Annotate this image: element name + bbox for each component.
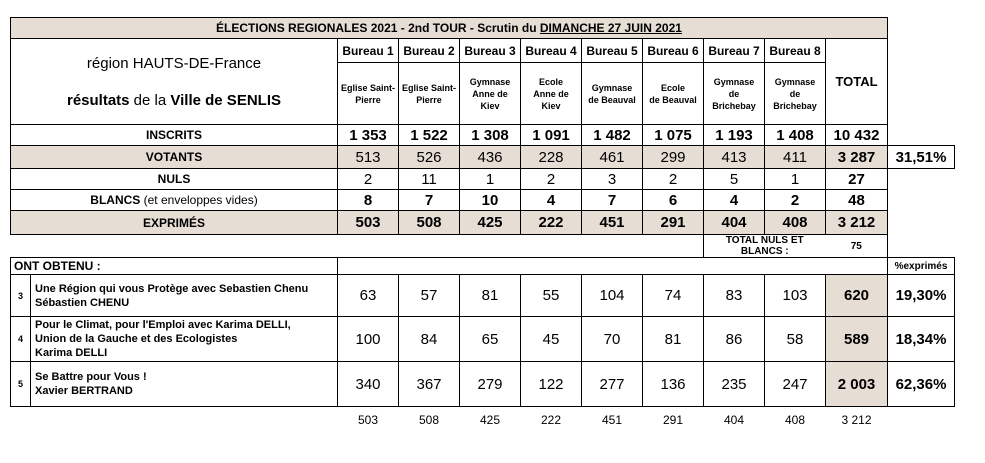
header-info [11,39,338,125]
cell-value: 222 [521,211,582,235]
row-label: VOTANTS [11,146,338,169]
cell-value: 74 [643,275,704,317]
footer-sums [11,407,955,433]
cell-value: 63 [338,275,399,317]
row-label: NULS [11,169,338,190]
cell-value: 6 [643,190,704,211]
cell-value: 84 [399,317,460,362]
cell-value: 1 353 [338,125,399,146]
cell-value: 70 [582,317,643,362]
region-label: région HAUTS-DE-France [86,54,262,72]
pct-exprimes-label: %exprimés [888,258,955,275]
row-total: 27 [826,169,888,190]
cell-value: 247 [765,362,826,407]
row-nuls [11,169,955,190]
cell-value: 461 [582,146,643,169]
page-title [11,18,888,39]
cell-value: 508 [399,211,460,235]
cell-value: 11 [399,169,460,190]
cell-value: 5 [704,169,765,190]
cell-value: 83 [704,275,765,317]
footer-sum: 222 [540,412,562,427]
bureau-name: Bureau 4 [521,39,582,63]
cell-value: 10 [460,190,521,211]
cell-value: 1 522 [399,125,460,146]
footer-sum: 425 [479,412,501,427]
cell-value: 425 [460,211,521,235]
row-total: 10 432 [826,125,888,146]
cell-value: 86 [704,317,765,362]
nuls-blancs-label: TOTAL NULS ET BLANCS : [704,235,826,258]
footer-sum: 404 [723,412,745,427]
row-total: 3 287 [826,146,888,169]
participation-pct: 31,51% [888,146,955,169]
footer-sum: 291 [662,412,684,427]
row-total: 48 [826,190,888,211]
bureau-location: Gymnase de Brichebay [765,63,826,125]
row-inscrits [11,125,955,146]
cell-value: 340 [338,362,399,407]
results-table [10,17,955,433]
bureau-name: Bureau 6 [643,39,704,63]
candidate-label: Une Région qui vous Protège avec Sebastien Chenu Sébastien CHENU [31,275,338,317]
bureau-location: Eglise Saint- Pierre [399,63,460,125]
row-label: EXPRIMÉS [11,211,338,235]
cell-value: 408 [765,211,826,235]
cell-value: 299 [643,146,704,169]
bureau-location: Ecole de Beauval [643,63,704,125]
row-label: BLANCS (et enveloppes vides) [11,190,338,211]
cell-value: 526 [399,146,460,169]
cell-value: 513 [338,146,399,169]
candidate-pct: 18,34% [888,317,955,362]
candidate-label: Se Battre pour Vous ! Xavier BERTRAND [31,362,338,407]
bureau-location: Gymnase de Brichebay [704,63,765,125]
cell-value: 1 193 [704,125,765,146]
bureau-name: Bureau 8 [765,39,826,63]
cell-value: 2 [765,190,826,211]
cell-value: 3 [582,169,643,190]
cell-value: 7 [399,190,460,211]
cell-value: 103 [765,275,826,317]
candidate-label: Pour le Climat, pour l'Emploi avec Karima DELLI, Union de la Gauche et des Ecologistes Karima DELLI [31,317,338,362]
cell-value: 2 [521,169,582,190]
footer-total: 3 212 [841,412,872,427]
cell-value: 1 [460,169,521,190]
total-header: TOTAL [826,39,888,125]
cell-value: 58 [765,317,826,362]
bureau-location: Gymnase Anne de Kiev [460,63,521,125]
bureau-name: Bureau 3 [460,39,521,63]
candidate-row [11,275,955,317]
cell-value: 136 [643,362,704,407]
cell-value: 1 075 [643,125,704,146]
cell-value: 436 [460,146,521,169]
cell-value: 1 091 [521,125,582,146]
row-total: 3 212 [826,211,888,235]
nuls-blancs-value: 75 [826,235,888,258]
bureau-name: Bureau 7 [704,39,765,63]
cell-value: 45 [521,317,582,362]
bureau-location: Eglise Saint- Pierre [338,63,399,125]
candidate-index: 4 [11,317,31,362]
cell-value: 1 482 [582,125,643,146]
city-label: résultats de la Ville de SENLIS [66,91,281,109]
cell-value: 413 [704,146,765,169]
candidate-pct: 62,36% [888,362,955,407]
bureau-name: Bureau 1 [338,39,399,63]
cell-value: 1 308 [460,125,521,146]
bureau-location: Gymnase de Beauval [582,63,643,125]
cell-value: 65 [460,317,521,362]
cell-value: 291 [643,211,704,235]
cell-value: 411 [765,146,826,169]
cell-value: 1 [765,169,826,190]
footer-sum: 408 [784,412,806,427]
cell-value: 1 408 [765,125,826,146]
title-text: ÉLECTIONS REGIONALES 2021 - 2nd TOUR - Scrutin du [216,21,540,35]
ont-obtenu-label: ONT OBTENU : [11,258,338,275]
cell-value: 404 [704,211,765,235]
candidate-row [11,317,955,362]
cell-value: 81 [460,275,521,317]
cell-value: 57 [399,275,460,317]
footer-sum: 503 [357,412,379,427]
row-blancs [11,190,955,211]
row-exprimes [11,211,955,235]
cell-value: 228 [521,146,582,169]
candidate-total: 620 [826,275,888,317]
bureau-location: Ecole Anne de Kiev [521,63,582,125]
cell-value: 2 [338,169,399,190]
row-label: INSCRITS [11,125,338,146]
footer-sum: 451 [601,412,623,427]
cell-value: 367 [399,362,460,407]
footer-sum: 508 [418,412,440,427]
cell-value: 277 [582,362,643,407]
cell-value: 235 [704,362,765,407]
cell-value: 55 [521,275,582,317]
cell-value: 8 [338,190,399,211]
cell-value: 81 [643,317,704,362]
candidate-index: 3 [11,275,31,317]
candidate-index: 5 [11,362,31,407]
row-votants [11,146,955,169]
cell-value: 4 [704,190,765,211]
cell-value: 122 [521,362,582,407]
cell-value: 100 [338,317,399,362]
cell-value: 7 [582,190,643,211]
bureau-name: Bureau 5 [582,39,643,63]
candidate-pct: 19,30% [888,275,955,317]
candidate-total: 589 [826,317,888,362]
title-date: DIMANCHE 27 JUIN 2021 [539,21,682,35]
cell-value: 104 [582,275,643,317]
candidate-row [11,362,955,407]
cell-value: 503 [338,211,399,235]
cell-value: 4 [521,190,582,211]
cell-value: 451 [582,211,643,235]
cell-value: 2 [643,169,704,190]
candidate-total: 2 003 [826,362,888,407]
cell-value: 279 [460,362,521,407]
bureau-name: Bureau 2 [399,39,460,63]
